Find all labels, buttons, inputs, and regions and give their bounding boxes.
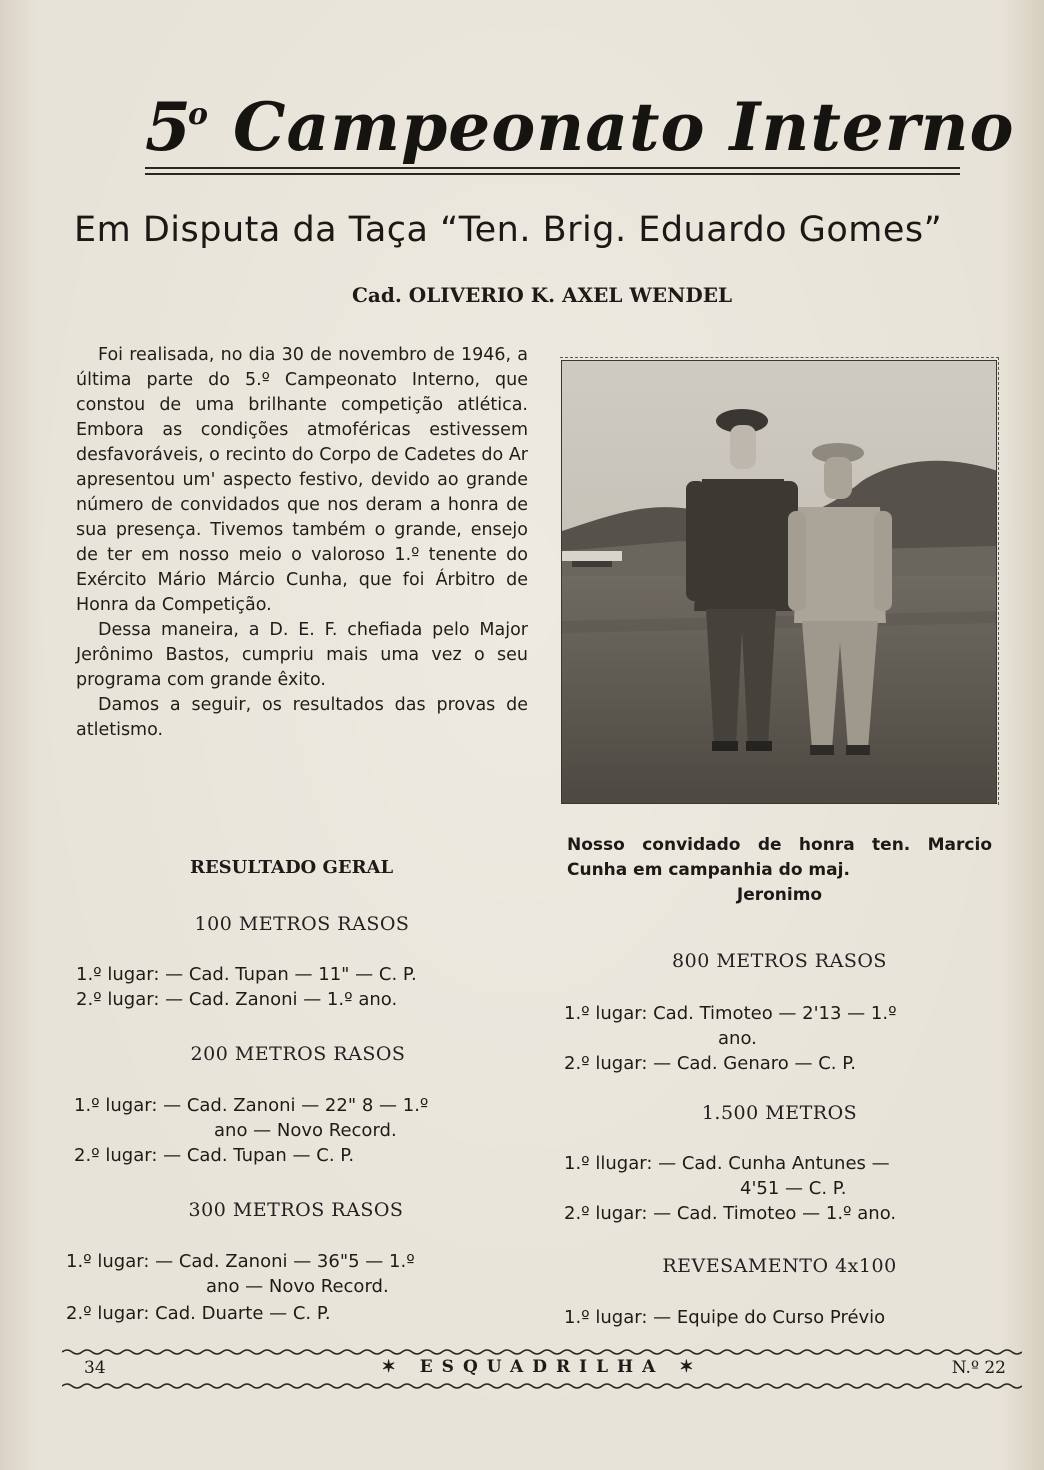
result-200m-second: 2.º lugar: — Cad. Tupan — C. P. [74,1145,355,1166]
event-title-1500m: 1.500 METROS [701,1102,858,1124]
result-800m-first: 1.º lugar: Cad. Timoteo — 2'13 — 1.º [564,1003,897,1024]
body-paragraph-3: Damos a seguir, os resultados das provas de atletismo. [76,695,528,740]
page-footer [62,1356,1022,1382]
result-relay-first: 1.º lugar: — Equipe do Curso Prévio [564,1307,886,1328]
event-title-100m: 100 METROS RASOS [194,913,410,935]
photo-drawing [562,361,997,804]
photo-caption [567,833,992,908]
magazine-name: ✶ ESQUADRILHA ✶ [381,1357,703,1377]
result-100m-second: 2.º lugar: — Cad. Zanoni — 1.º ano. [76,989,398,1010]
result-100m-first: 1.º lugar: — Cad. Tupan — 11" — C. P. [76,964,417,985]
result-300m-second: 2.º lugar: Cad. Duarte — C. P. [66,1303,331,1324]
result-200m-first: 1.º lugar: — Cad. Zanoni — 22" 8 — 1.º [74,1095,429,1116]
body-paragraph-1: Foi realisada, no dia 30 de novembro de 1946, a última parte do 5.º Campeonato Interno, que constou de uma brilhante competição atlética. Embora as condições atmoféricas estivessem desfavoráveis, o recinto do Corpo de Cadetes do Ar apresentou um' aspecto festivo, devido ao grande número de convidados que nos deram a honra de sua presença. Tivemos também o grande, ensejo de ter em nosso meio o valoroso 1.º tenente do Exército Mário Márcio Cunha, que foi Árbitro de Honra da Competição. [76,345,528,615]
caption-last-line: Jeronimo [736,885,823,905]
article-title [145,88,1015,166]
result-1500m-first: 1.º llugar: — Cad. Cunha Antunes — [564,1153,890,1174]
result-800m-second: 2.º lugar: — Cad. Genaro — C. P. [564,1053,857,1074]
title-ordinal: o [187,97,209,132]
body-paragraph-2: Dessa maneira, a D. E. F. chefiada pelo Major Jerônimo Bastos, cumpriu mais uma vez o seu programa com grande êxito. [76,620,528,690]
result-200m-first-cont: ano — Novo Record. [214,1120,397,1141]
result-300m-first-cont: ano — Novo Record. [206,1276,389,1297]
event-title-300m: 300 METROS RASOS [188,1199,404,1221]
article-body [76,343,528,743]
footer-wave-top [62,1348,1022,1356]
issue-number: N.º 22 [951,1358,1006,1378]
title-rule-upper [145,167,960,169]
result-300m-first: 1.º lugar: — Cad. Zanoni — 36"5 — 1.º [66,1251,415,1272]
article-subtitle: Em Disputa da Taça “Ten. Brig. Eduardo Gomes” [74,210,943,250]
page-number: 34 [84,1358,106,1378]
photograph-two-officers [561,360,997,804]
author-byline: Cad. OLIVERIO K. AXEL WENDEL [352,283,732,307]
event-title-relay: REVESAMENTO 4x100 [662,1255,897,1277]
caption-main: Nosso convidado de honra ten. Marcio Cunha em campanhia do maj. [567,835,992,880]
title-rule-lower [145,173,960,175]
result-1500m-first-cont: 4'51 — C. P. [740,1178,847,1199]
title-number: 5 [145,88,192,166]
result-1500m-second: 2.º lugar: — Cad. Timoteo — 1.º ano. [564,1203,897,1224]
event-title-200m: 200 METROS RASOS [190,1043,406,1065]
result-800m-first-cont: ano. [718,1028,757,1049]
footer-wave-bottom [62,1382,1022,1390]
event-title-800m: 800 METROS RASOS [672,950,887,972]
results-heading: RESULTADO GERAL [190,857,394,878]
title-text: Campeonato Interno [232,88,1015,166]
